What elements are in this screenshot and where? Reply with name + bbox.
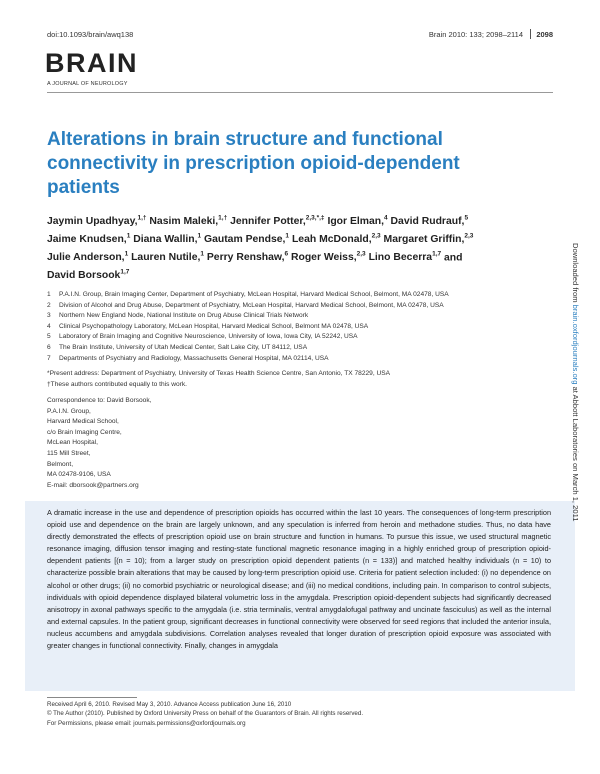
correspondence-line: MA 02478-9106, USA [47,471,111,479]
footer-divider [47,697,137,698]
affiliation-item: 4 Clinical Psychopathology Laboratory, McLean Hospital, Harvard Medical School, Belmont MA 02478, USA [47,322,369,330]
correspondence-line: Correspondence to: David Borsook, [47,397,152,404]
journal-logo: BRAIN [45,48,138,78]
author[interactable]: Perry Renshaw,$^6$ [206,250,289,264]
affiliation-item: 7 Departments of Psychiatry and Radiology, Massachusetts General Hospital, MA 02114, USA [47,354,329,362]
download-sidebar [571,243,580,633]
author[interactable]: Roger Weiss,$^{2,3}$ [290,250,366,264]
author[interactable]: Lauren Nutile,$^1$ [131,250,204,264]
author[interactable]: Jaime Knudsen,$^1$ [47,232,131,246]
author[interactable]: David Borsook$^{1,7}$ [47,268,130,282]
header-separator [530,29,531,39]
equal-contribution-note: †These authors contributed equally to this work. [47,380,188,388]
correspondence-line: Belmont, [47,460,74,468]
affiliation-item: 5 Laboratory of Brain Imaging and Cognitive Neuroscience, University of Iowa, Iowa City, IA 52242, USA [47,333,358,341]
permissions[interactable]: For Permissions, please email: journals.permissions@oxfordjournals.org [47,719,246,727]
citation: Brain 2010: 133; 2098–2114 [428,30,523,39]
author-list [47,212,527,284]
author[interactable]: Julie Anderson,$^1$ [47,250,129,264]
author[interactable]: Margaret Griffin,$^{2,3}$ [383,232,474,246]
header-divider [47,92,553,93]
author[interactable]: Lino Becerra$^{1,7}$ [368,250,442,264]
footer [47,700,363,728]
affiliations [47,290,547,364]
download-link[interactable]: brain.oxfordjournals.org [571,304,580,385]
correspondence-line: c/o Brain Imaging Centre, [47,428,122,436]
affiliation-item: 6 The Brain Institute, University of Utah Medical Center, Salt Lake City, UT 84112, USA [47,343,308,351]
author[interactable]: Jaymin Upadhyay,$^{1,\dagger}$ [47,215,147,228]
author-conjunction: and [444,252,463,264]
page-number: 2098 [536,30,553,39]
doi: doi:10.1093/brain/awq138 [47,30,134,39]
present-address-note: *Present address: Department of Psychiatry, University of Texas Health Science Centre, San Antonio, TX 78229, USA [47,370,391,377]
received-dates: Received April 6, 2010. Revised May 3, 2010. Advance Access publication June 16, 2010 [47,701,292,708]
correspondence-line: 115 Mill Street, [47,449,91,457]
abstract-box [25,501,575,691]
author[interactable]: Nasim Maleki,$^{1,\dagger}$ [149,215,228,228]
correspondence-line: McLean Hospital, [47,439,98,447]
running-header [47,30,553,40]
download-suffix: at Abbott Laboratories on March 1, 2011 [571,384,580,522]
affiliation-item: 2 Division of Alcohol and Drug Abuse, Department of Psychiatry, McLean Hospital, Harvard Medical School, Belmont, MA 02478, USA [47,301,444,309]
correspondence-line: P.A.I.N. Group, [47,407,91,415]
author[interactable]: Igor Elman,$^4$ [327,215,388,228]
journal-subtitle: A JOURNAL OF NEUROLOGY [47,81,128,87]
author-notes [47,369,390,390]
affiliation-item: 1 P.A.I.N. Group, Brain Imaging Center, Department of Psychiatry, McLean Hospital, Harvard Medical School, Belmont, MA 02478, USA [47,291,449,298]
author[interactable]: Jennifer Potter,$^{2,3,*,\ddagger}$ [230,215,325,228]
copyright: © The Author (2010). Published by Oxford University Press on behalf of the Guarantors of Brain. All rights reserved. [47,710,364,718]
article-title: Alterations in brain structure and functional connectivity in prescription opioid-dependent patients [47,129,460,198]
download-prefix: Downloaded from [571,243,580,305]
author[interactable]: Diana Wallin,$^1$ [133,232,202,246]
author[interactable]: David Rudrauf,$^5$ [390,215,469,228]
correspondence-line: Harvard Medical School, [47,418,119,426]
author[interactable]: Gautam Pendse,$^1$ [204,232,290,246]
abstract-text: A dramatic increase in the use and dependence of prescription opioids has occurred within the last 10 years. The consequences of long-term prescription opioid use and dependence on the brain are largely unknown, and any speculation is inferred from heroin and methadone studies. Thus, no data have directly demonstrated the effects of prescription opioid use on brain structure and function in humans. To pursue this issue, we used structural magnetic resonance imaging, diffusion tensor imaging and resting-state functional magnetic resonance imaging in a highly enriched group of prescription opioid-dependent patients [(n = 10); from a larger study on prescription opioid dependent patients (n = 133)] and matched healthy individuals (n = 10) to characterize possible brain alterations that may be caused by long-term prescription opioid use. Criteria for patient selection included: (i) no dependence on alcohol or other drugs; (ii) no comorbid psychiatric or neurological disease; and (iii) no medical conditions, including pain. In comparison to control subjects, individuals with opioid dependence displayed bilateral volumetric loss in the amygdala. Prescription opioid-dependent subjects had significantly decreased anisotropy in axonal pathways specific to the amygdala (i.e. stria terminalis, ventral amygdalofugal pathway and uncinate fasciculus) as well as the internal and external capsules. In the patient group, significant decreases in functional connectivity were observed for seed regions that included the anterior insula, nucleus accumbens and amygdala subdivisions. Correlation analyses revealed that longer duration of prescription opioid exposure was associated with greater changes in functional connectivity. Finally, changes in amygdala [47,508,551,651]
correspondence-email[interactable]: E-mail: dborsook@partners.org [47,481,139,489]
correspondence [47,396,151,491]
affiliation-item: 3 Northern New England Node, National Institute on Drug Abuse Clinical Trials Network [47,312,309,320]
author[interactable]: Leah McDonald,$^{2,3}$ [291,232,381,246]
